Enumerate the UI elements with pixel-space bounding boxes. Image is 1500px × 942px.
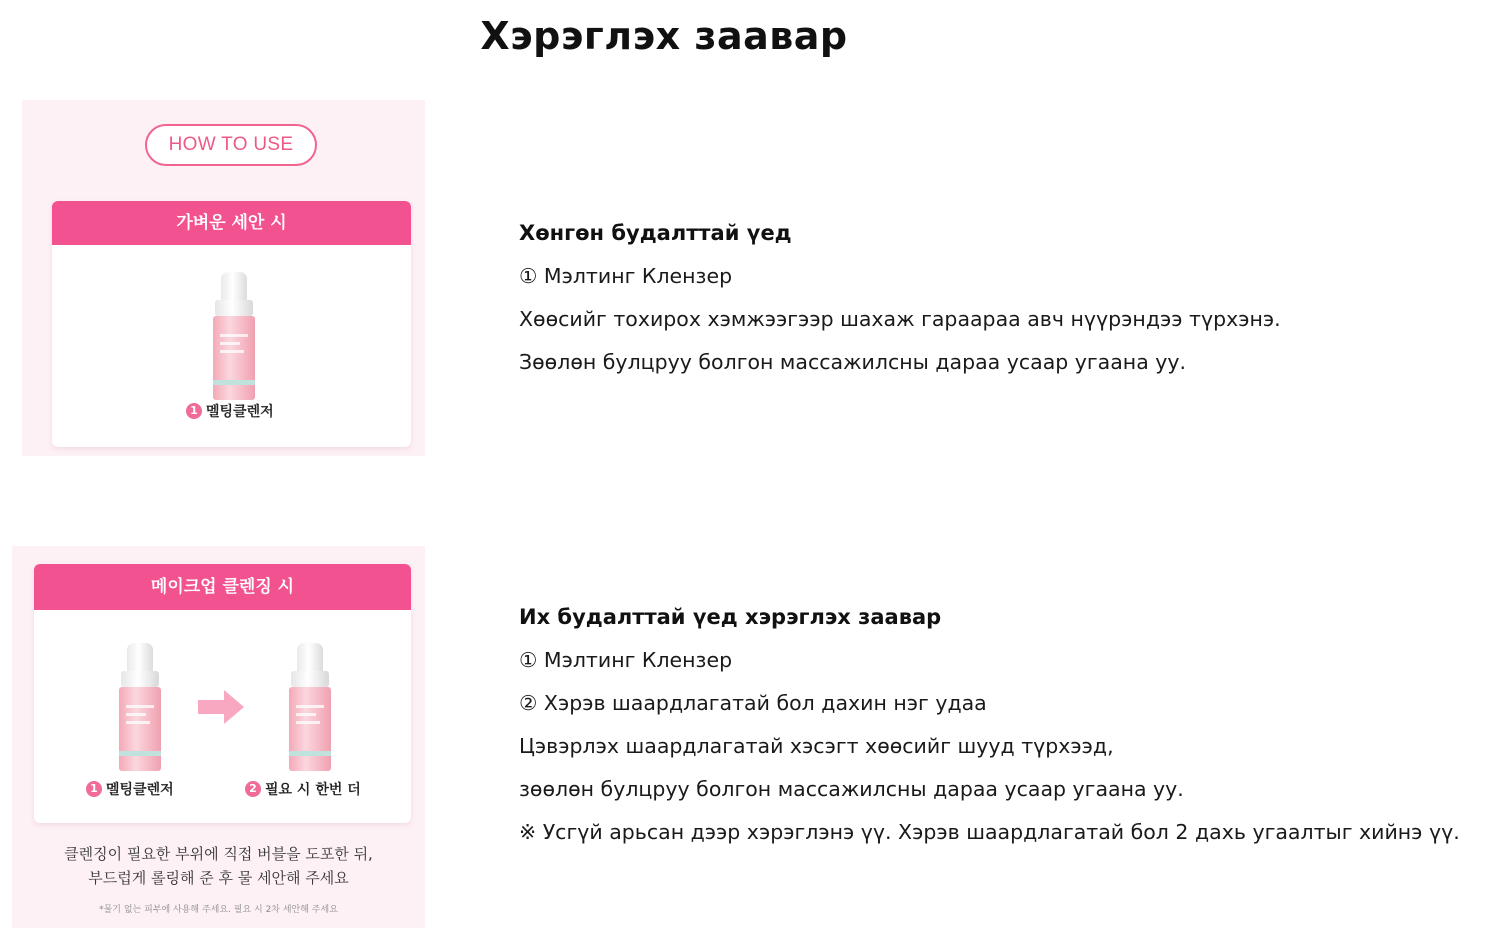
step1-caption [86, 779, 174, 799]
step-number-badge: 1 [186, 403, 202, 419]
makeup-cleansing-card [34, 564, 411, 823]
cleanser-bottle-icon [212, 272, 256, 402]
korean-instruction-line1: 클렌징이 필요한 부위에 직접 버블을 도포한 뒤, [64, 845, 373, 863]
instruction-line: зөөлөн булцруу болгон массажилсны дараа усаар угаана уу. [519, 777, 1184, 801]
step-number-badge: 2 [245, 781, 261, 797]
light-cleansing-card [52, 201, 411, 447]
page-title: Хэрэглэх заавар [480, 14, 848, 58]
step-number-badge: 1 [86, 781, 102, 797]
step1-label: 멜팅클렌저 [106, 782, 174, 798]
how-to-use-badge: HOW TO USE [145, 124, 317, 166]
step2-label: 필요 시 한번 더 [265, 782, 361, 798]
instruction-line: ② Хэрэв шаардлагатай бол дахин нэг удаа [519, 691, 987, 715]
cleanser-bottle-icon [118, 643, 162, 773]
instruction-line: Цэвэрлэх шаардлагатай хэсэгт хөөсийг шууд түрхээд, [519, 734, 1114, 758]
arrow-right-icon [198, 690, 246, 724]
instruction-line: ① Мэлтинг Клензер [519, 264, 733, 288]
light-cleansing-header: 가벼운 세안 시 [52, 201, 411, 245]
makeup-cleansing-header: 메이크업 클렌징 시 [34, 564, 411, 610]
korean-instruction-line2: 부드럽게 롤링해 준 후 물 세안해 주세요 [88, 869, 349, 887]
cleanser-bottle-icon [288, 643, 332, 773]
section-heading: Хөнгөн будалттай үед [519, 221, 792, 245]
instruction-line: ① Мэлтинг Клензер [519, 648, 733, 672]
light-makeup-illustration [22, 100, 425, 456]
instruction-line: Зөөлөн булцруу болгон массажилсны дараа усаар угаана уу. [519, 350, 1187, 374]
section-heading: Их будалттай үед хэрэглэх заавар [519, 605, 942, 629]
korean-footnote: *물기 없는 피부에 사용해 주세요. 필요 시 2차 세안해 주세요 [99, 905, 338, 915]
instruction-line: Хөөсийг тохирох хэмжээгээр шахаж гараараа авч нүүрэндээ түрхэнэ. [519, 307, 1281, 331]
step1-caption [186, 401, 274, 421]
step2-caption [245, 779, 361, 799]
heavy-makeup-illustration [12, 546, 425, 928]
heavy-makeup-instructions [519, 602, 1460, 860]
step1-label: 멜팅클렌저 [206, 404, 274, 420]
instruction-line: ※ Усгүй арьсан дээр хэрэглэнэ үү. Хэрэв шаардлагатай бол 2 дахь угаалтыг хийнэ үү. [519, 820, 1460, 844]
light-makeup-instructions [519, 218, 1281, 390]
